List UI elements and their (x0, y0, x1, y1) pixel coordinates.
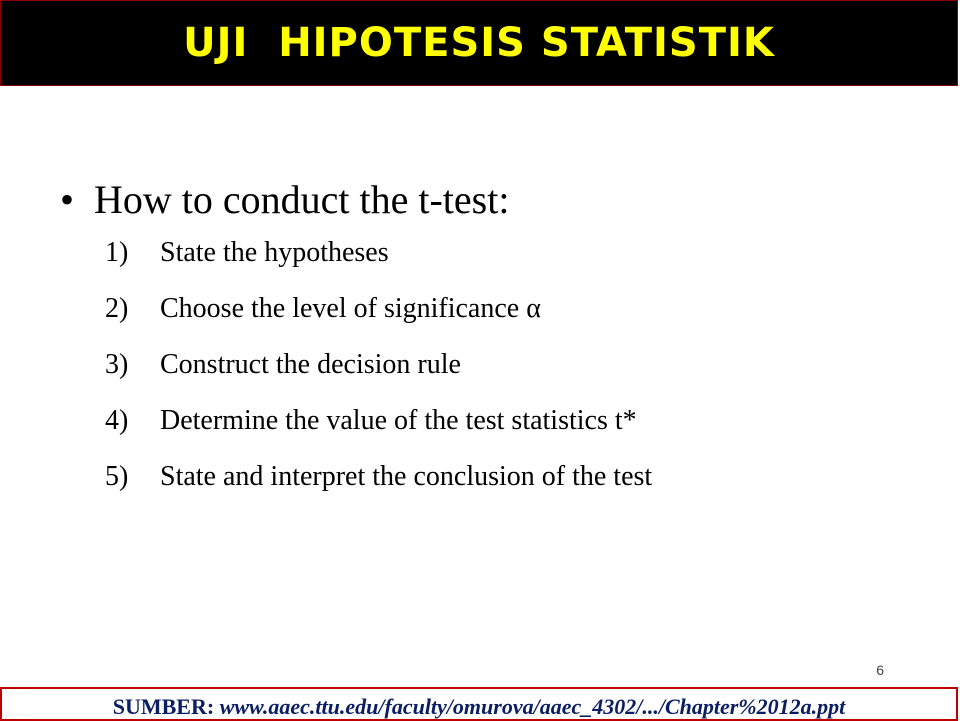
source-url[interactable]: www.aaec.ttu.edu/faculty/omurova/aaec_4302/.../Chapter%2012a.ppt (219, 694, 846, 719)
step-item (105, 349, 920, 405)
step-text: Choose the level of significance α (160, 293, 541, 324)
step-number: 2) (105, 293, 129, 324)
step-text: State the hypotheses (160, 237, 389, 268)
step-item (105, 293, 920, 349)
step-number: 1) (105, 237, 129, 268)
bullet-heading: How to conduct the t-test: (94, 177, 510, 222)
bullet-icon: • (60, 177, 75, 222)
step-item (105, 237, 920, 293)
step-text: Determine the value of the test statistics t* (160, 405, 637, 436)
step-text: Construct the decision rule (160, 349, 461, 380)
step-item (105, 461, 920, 517)
source-label: SUMBER: (112, 694, 220, 719)
step-number: 5) (105, 461, 129, 492)
step-number: 4) (105, 405, 129, 436)
bullet-item (60, 176, 920, 223)
step-number: 3) (105, 349, 129, 380)
steps-list (105, 237, 920, 517)
title-bar (0, 0, 958, 86)
slide-title: UJI HIPOTESIS STATISTIK (183, 20, 775, 66)
step-text: State and interpret the conclusion of the test (160, 461, 653, 492)
page-number: 6 (876, 662, 884, 678)
source-footer (0, 687, 958, 721)
step-item (105, 405, 920, 461)
slide-content (60, 176, 920, 517)
